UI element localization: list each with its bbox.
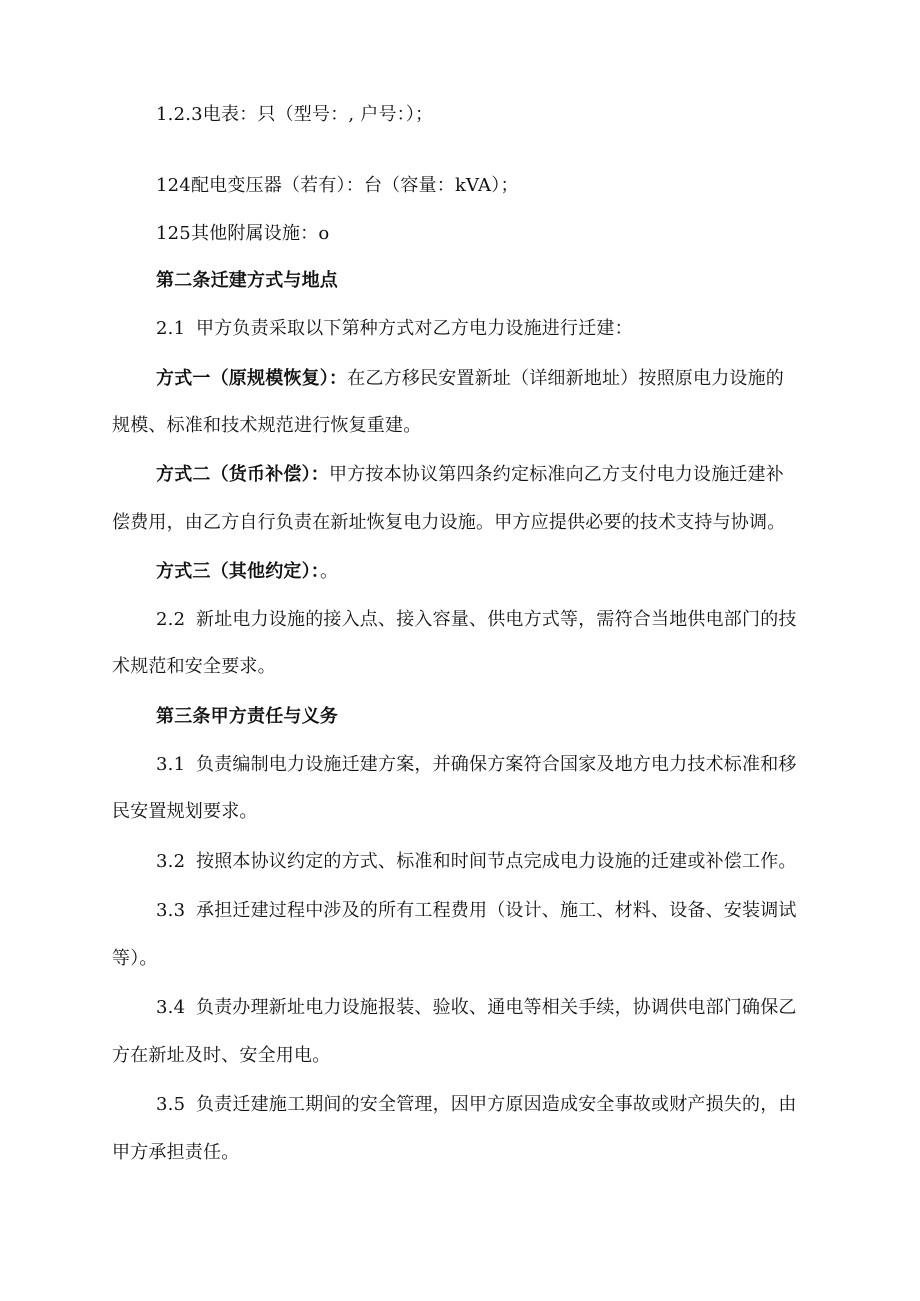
clause-text: 负责编制电力设施迁建方案，并确保方案符合国家及地方电力技术标准和移 [196,754,797,775]
item-1-2-5-other-facilities: 125其他附属设施：o [156,223,330,244]
clause-number: 3.2 [156,851,186,872]
clause-2-1 [156,318,633,340]
clause-3-3-line-1 [156,900,797,922]
method-1-line-2: 规模、标准和技术规范进行恢复重建。 [112,415,422,436]
clause-3-1-line-2: 民安置规划要求。 [112,801,258,822]
clause-text: 承担迁建过程中涉及的所有工程费用（设计、施工、材料、设备、安装调试 [196,900,797,921]
article-2-heading: 第二条迁建方式与地点 [156,270,338,291]
clause-3-5-line-1 [156,1094,797,1116]
clause-text: 负责迁建施工期间的安全管理，因甲方原因造成安全事故或财产损失的，由 [196,1094,797,1115]
clause-text: 负责办理新址电力设施报装、验收、通电等相关手续，协调供电部门确保乙 [196,997,797,1018]
clause-text: 甲方负责采取以下第种方式对乙方电力设施进行迁建： [196,318,633,339]
method-1-line-1 [156,368,784,390]
clause-3-1-line-1 [156,754,797,776]
clause-2-2-line-1 [156,609,797,631]
clause-text: 按照本协议约定的方式、标准和时间节点完成电力设施的迁建或补偿工作。 [196,851,797,872]
method-1-text: 在乙方移民安置新址（详细新地址）按照原电力设施的 [347,368,785,389]
clause-number: 3.4 [156,997,186,1018]
clause-3-2-line-1 [156,851,797,873]
clause-number: 2.1 [156,318,186,339]
item-1-2-3-meter: 1.2.3电表：只（型号：, 户号：）； [156,104,434,125]
method-2-label: 方式二（货币补偿）： [156,464,329,485]
clause-number: 3.3 [156,900,186,921]
clause-number: 3.1 [156,754,186,775]
clause-2-2-line-2: 术规范和安全要求。 [112,656,276,677]
method-1-label: 方式一（原规模恢复）： [156,368,348,389]
clause-3-5-line-2: 甲方承担责任。 [112,1142,240,1163]
clause-number: 2.2 [156,609,186,630]
method-3-line [156,561,338,583]
article-3-heading: 第三条甲方责任与义务 [156,706,338,727]
clause-3-4-line-1 [156,997,797,1019]
clause-3-3-line-2: 等）。 [112,948,158,969]
clause-number: 3.5 [156,1094,186,1115]
method-2-line-1 [156,464,784,486]
item-1-2-4-transformer: 124配电变压器（若有）：台（容量：kVA）； [156,175,519,196]
method-2-line-2: 偿费用，由乙方自行负责在新址恢复电力设施。甲方应提供必要的技术支持与协调。 [112,512,786,533]
method-3-text: 。 [320,561,339,582]
clause-3-4-line-2: 方在新址及时、安全用电。 [112,1045,331,1066]
method-2-text: 甲方按本协议第四条约定标准向乙方支付电力设施迁建补 [329,464,784,485]
method-3-label: 方式三（其他约定）： [156,561,320,582]
clause-text: 新址电力设施的接入点、接入容量、供电方式等，需符合当地供电部门的技 [196,609,797,630]
